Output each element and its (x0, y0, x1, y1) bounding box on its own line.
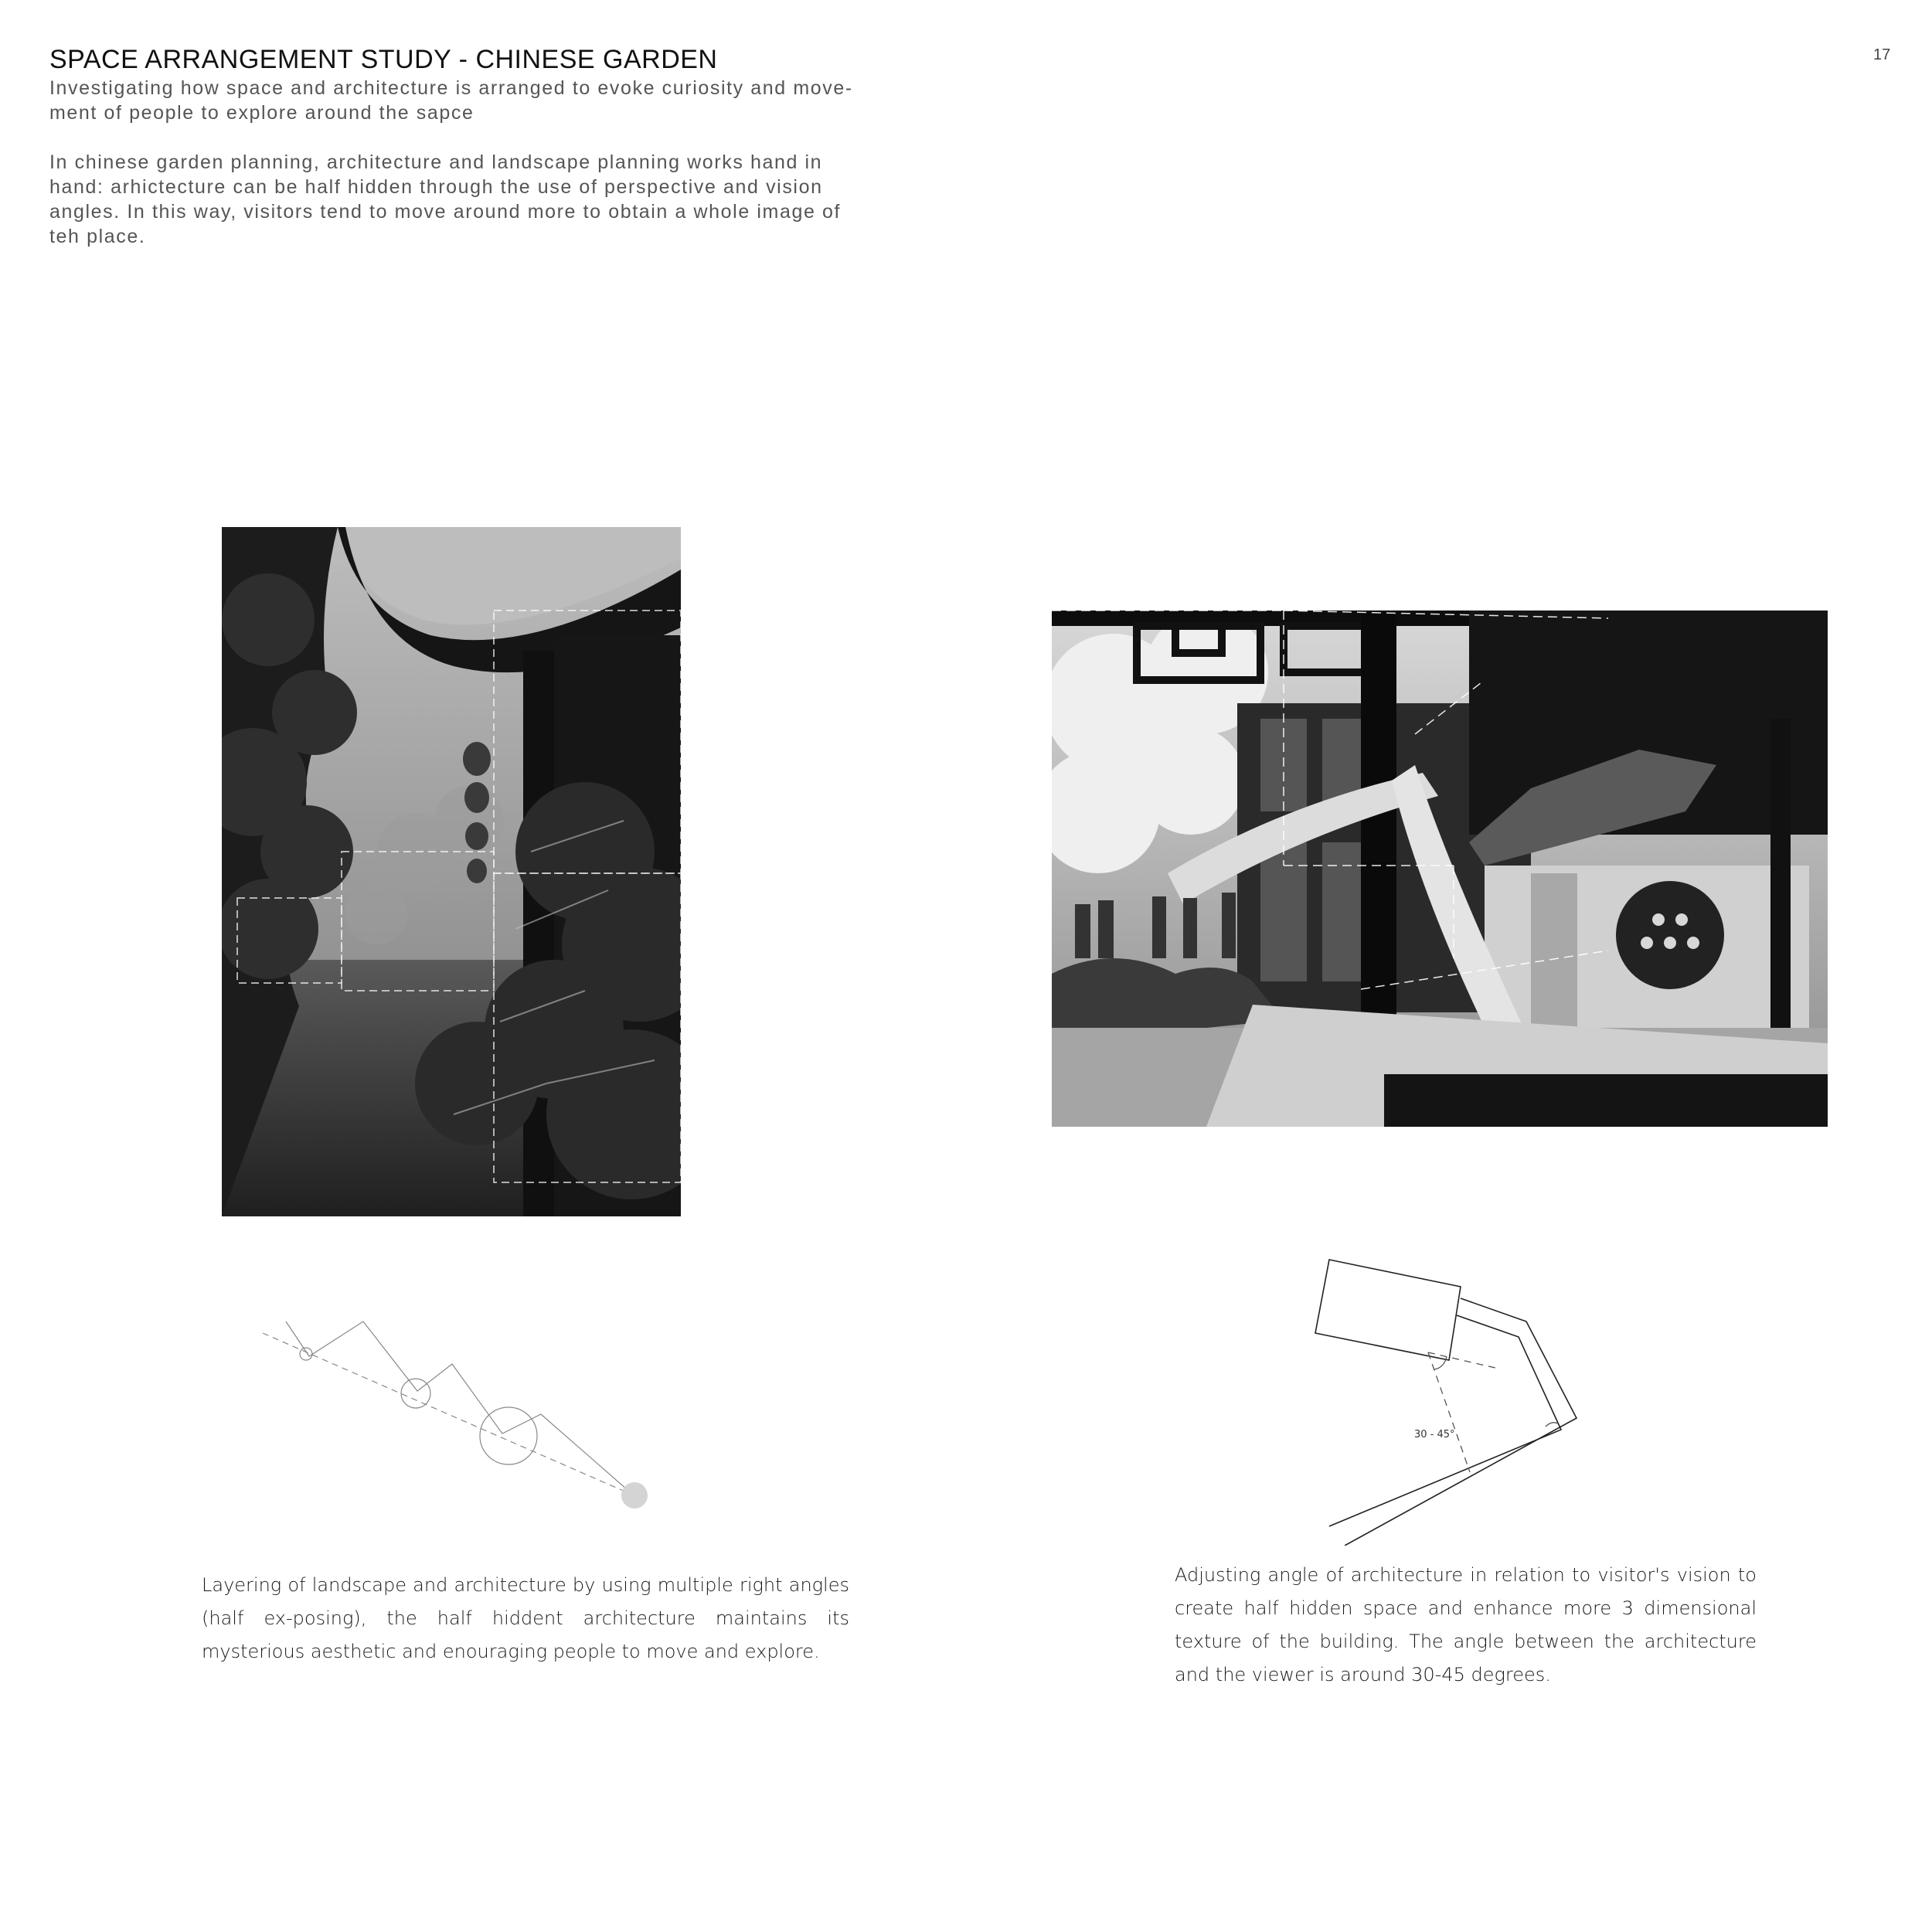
corridor-photo (1052, 611, 1828, 1127)
pavilion-photo (222, 527, 681, 1216)
layering-diagram (255, 1306, 657, 1515)
angle-diagram (1306, 1244, 1631, 1546)
page-title: SPACE ARRANGEMENT STUDY - CHINESE GARDEN (49, 45, 718, 74)
angle-label: 30 - 45° (1414, 1429, 1455, 1440)
intro-paragraph-2: In chinese garden planning, architecture and landscape planning works hand in hand: arhictecture can be half hidden through the use of perspective and vision angles. In this way, visitors tend to move around more to obtain a whole image of teh place. (49, 151, 842, 247)
right-caption: Adjusting angle of architecture in relation to visitor's vision to create half hidden space and enhance more 3 dimensional texture of the building. The angle between the architecture and the viewer is around 30-45 degrees. (1175, 1564, 1757, 1685)
page-number: 17 (1873, 46, 1891, 63)
left-caption: Layering of landscape and architecture by using multiple right angles (half ex-posing), the half hiddent architecture maintains its mysterious aesthetic and enouraging people to move and explore. (202, 1574, 849, 1662)
intro-paragraph-1: Investigating how space and architecture is arranged to evoke curiosity and move-ment of people to explore around the sapce (49, 77, 853, 124)
intro-text (49, 76, 861, 249)
